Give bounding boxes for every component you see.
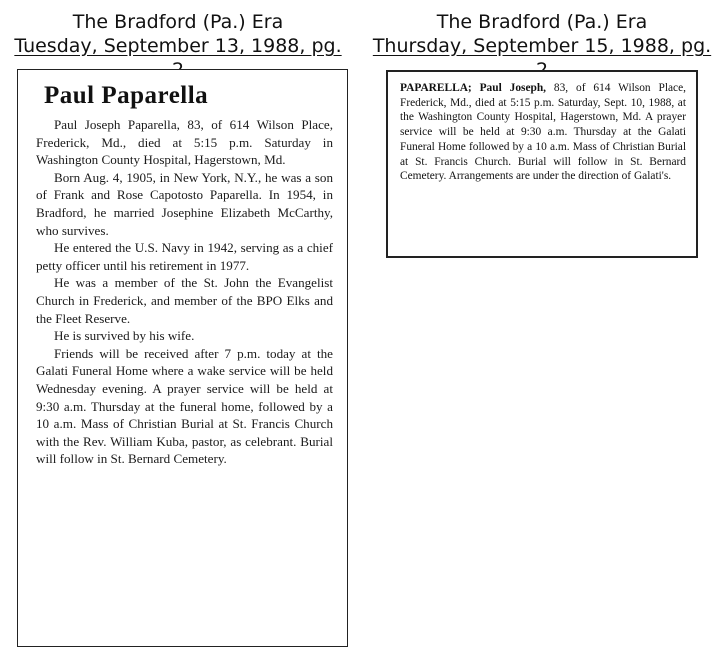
death-notice-text [400, 81, 686, 184]
death-notice-body: 83, of 614 Wilson Place, Frederick, Md., died at 5:15 p.m. Saturday, Sept. 10, 1988, at the Washington County Hospital, Hagerstown, Md. A prayer service will be held at 9:30 a.m. Thursday at the Galati Funeral Home followed by a 10 a.m. Mass of Christian Burial at St. Francis Church. Burial will follow in St. Bernard Cemetery. Arrangements are under the direction of Galati's. [400, 82, 686, 183]
obituary-clipping [17, 69, 348, 647]
death-notice-lead: PAPARELLA; Paul Joseph, [400, 82, 547, 94]
obituary-paragraph: Born Aug. 4, 1905, in New York, N.Y., he was a son of Frank and Rose Capotosto Paparella. In 1954, in Bradford, he married Josephine Elizabeth McCarthy, who survives. [36, 169, 333, 238]
obituary-paragraph: Friends will be received after 7 p.m. today at the Galati Funeral Home where a wake service will be held Wednesday evening. A prayer service will be held at 9:30 a.m. Thursday at the funeral home, followed by a 10 a.m. Mass of Christian Burial at St. Francis Church with the Rev. William Kuba, pastor, as celebrant. Burial will follow in St. Bernard Cemetery. [36, 345, 333, 467]
newspaper-name: The Bradford (Pa.) Era [436, 11, 648, 33]
newspaper-name: The Bradford (Pa.) Era [72, 11, 284, 33]
obituary-paragraph: Paul Joseph Paparella, 83, of 614 Wilson Place, Frederick, Md., died at 5:15 p.m. Saturday in Washington County Hospital, Hagerstown, Md. [36, 117, 333, 168]
obituary-body [36, 116, 333, 468]
obituary-paragraph: He entered the U.S. Navy in 1942, serving as a chief petty officer until his retirement in 1977. [36, 240, 333, 273]
obituary-paragraph: He is survived by his wife. [54, 328, 195, 344]
publication-date: Thursday, September 15, 1988, pg. [372, 35, 712, 57]
death-notice-clipping [386, 70, 698, 258]
obituary-title: Paul Paparella [44, 82, 209, 109]
obituary-paragraph: He was a member of the St. John the Evangelist Church in Frederick, and member of the BPO Elks and the Fleet Reserve. [36, 275, 333, 326]
publication-date: Tuesday, September 13, 1988, pg. [14, 35, 342, 57]
